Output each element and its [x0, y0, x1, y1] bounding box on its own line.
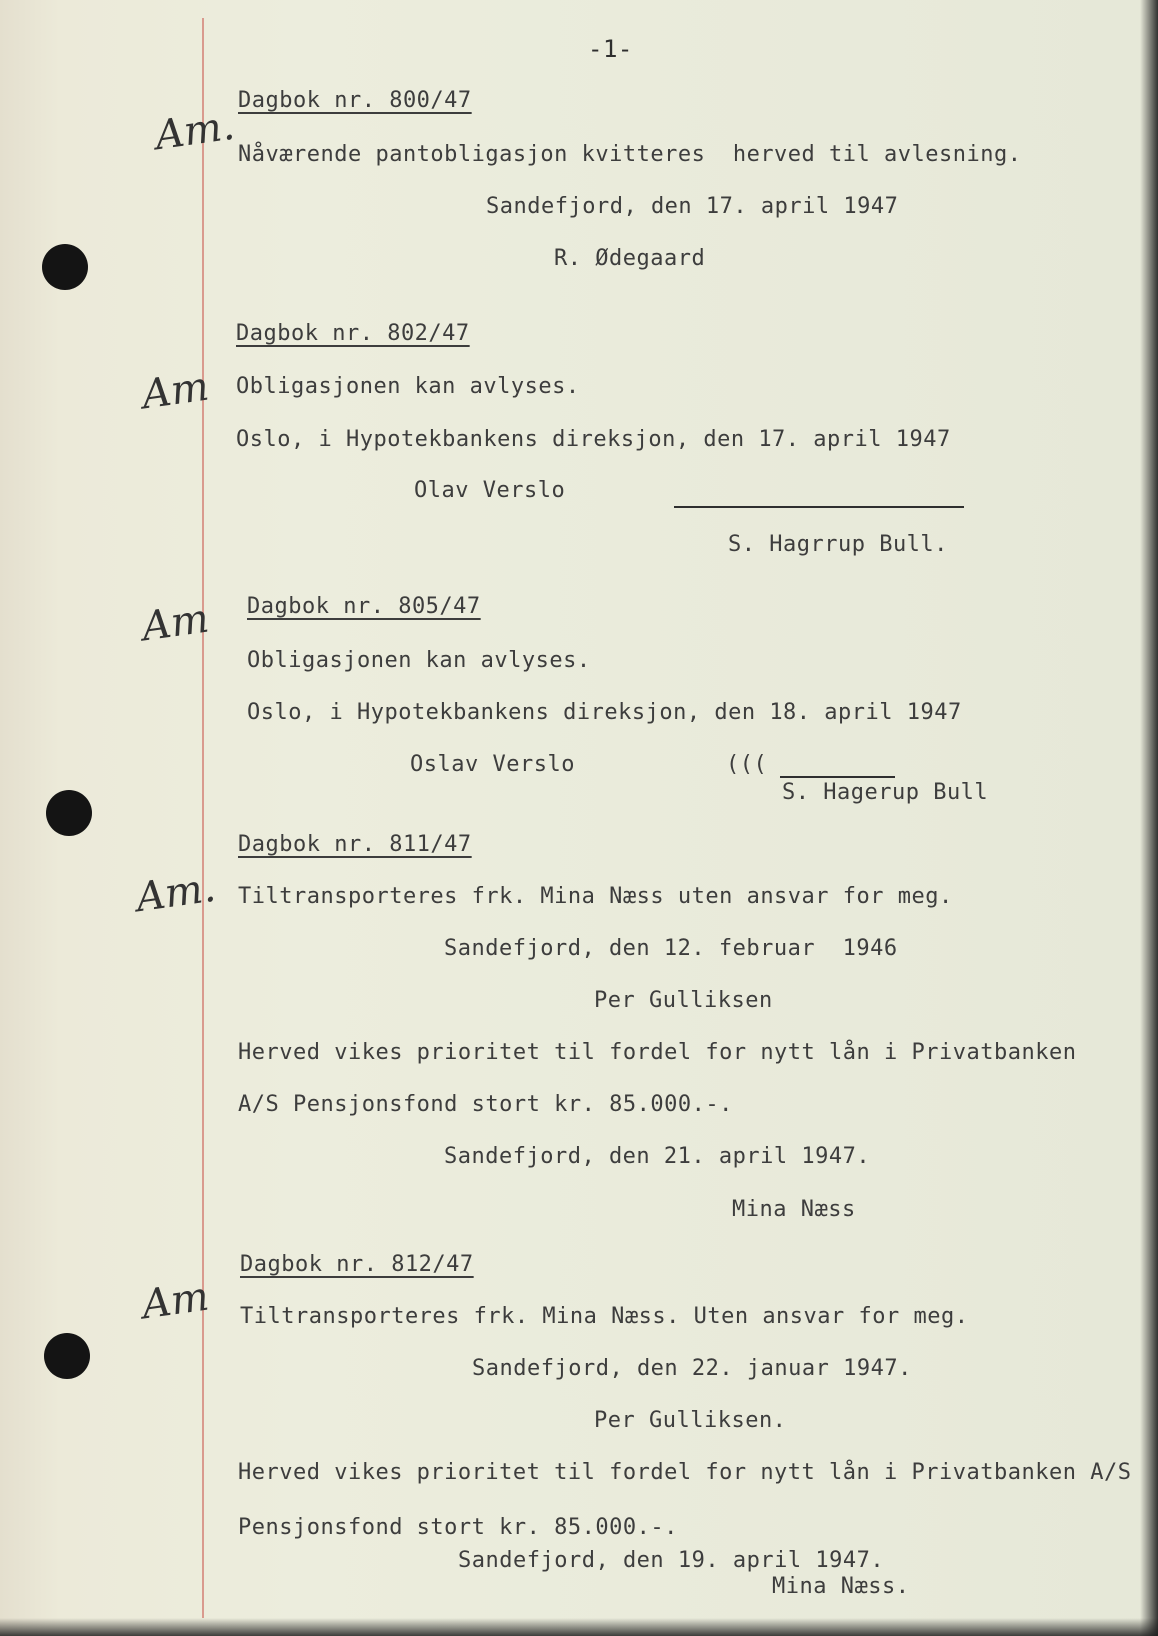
- signature: Olav Verslo: [414, 478, 566, 503]
- margin-initials: Am.: [152, 102, 238, 160]
- place-date: Oslo, i Hypotekbankens direksjon, den 17. april 1947: [236, 427, 951, 452]
- signature: Mina Næss: [732, 1197, 856, 1222]
- page-number: -1-: [588, 35, 633, 63]
- signature-scribble: (((: [726, 752, 768, 777]
- entry-header: Dagbok nr. 805/47: [247, 594, 481, 619]
- margin-initials: Am: [139, 1273, 212, 1329]
- entry-text: Tiltransporteres frk. Mina Næss uten ansvar for meg.: [238, 884, 953, 909]
- scan-edge: [1140, 0, 1158, 1636]
- signature: Per Gulliksen.: [594, 1408, 787, 1433]
- entry-text: Pensjonsfond stort kr. 85.000.-.: [238, 1515, 678, 1540]
- signature: S. Hagerup Bull: [782, 780, 989, 805]
- punch-hole: [46, 790, 92, 836]
- entry-text: Obligasjonen kan avlyses.: [247, 648, 591, 673]
- entry-text: Nåværende pantobligasjon kvitteres herved til avlesning.: [238, 142, 1022, 167]
- signature: R. Ødegaard: [554, 246, 706, 271]
- entry-text: Obligasjonen kan avlyses.: [236, 374, 580, 399]
- signature: Oslav Verslo: [410, 752, 575, 777]
- entry-text: Herved vikes prioritet til fordel for nytt lån i Privatbanken: [238, 1040, 1077, 1065]
- place-date: Sandefjord, den 22. januar 1947.: [472, 1356, 912, 1381]
- signature-line: [674, 506, 964, 508]
- place-date: Sandefjord, den 17. april 1947: [486, 194, 899, 219]
- scan-edge: [0, 1618, 1158, 1636]
- entry-text: Herved vikes prioritet til fordel for nytt lån i Privatbanken A/S: [238, 1460, 1132, 1485]
- place-date: Oslo, i Hypotekbankens direksjon, den 18. april 1947: [247, 700, 962, 725]
- entry-header: Dagbok nr. 811/47: [238, 832, 472, 857]
- signature: Mina Næss.: [772, 1574, 910, 1599]
- margin-initials: Am: [139, 595, 212, 651]
- signature: Per Gulliksen: [594, 988, 773, 1013]
- signature: S. Hagrrup Bull.: [728, 532, 948, 557]
- place-date: Sandefjord, den 12. februar 1946: [444, 936, 898, 961]
- punch-hole: [44, 1333, 90, 1379]
- entry-header: Dagbok nr. 812/47: [240, 1252, 474, 1277]
- entry-header: Dagbok nr. 802/47: [236, 321, 470, 346]
- margin-initials: Am.: [133, 864, 219, 922]
- punch-hole: [42, 244, 88, 290]
- entry-text: A/S Pensjonsfond stort kr. 85.000.-.: [238, 1092, 733, 1117]
- margin-rule: [202, 18, 204, 1618]
- entry-text: Tiltransporteres frk. Mina Næss. Uten ansvar for meg.: [240, 1304, 969, 1329]
- signature-line: [780, 776, 895, 778]
- entry-header: Dagbok nr. 800/47: [238, 88, 472, 113]
- margin-initials: Am: [139, 363, 212, 419]
- place-date: Sandefjord, den 19. april 1947.: [458, 1548, 885, 1573]
- place-date: Sandefjord, den 21. april 1947.: [444, 1144, 871, 1169]
